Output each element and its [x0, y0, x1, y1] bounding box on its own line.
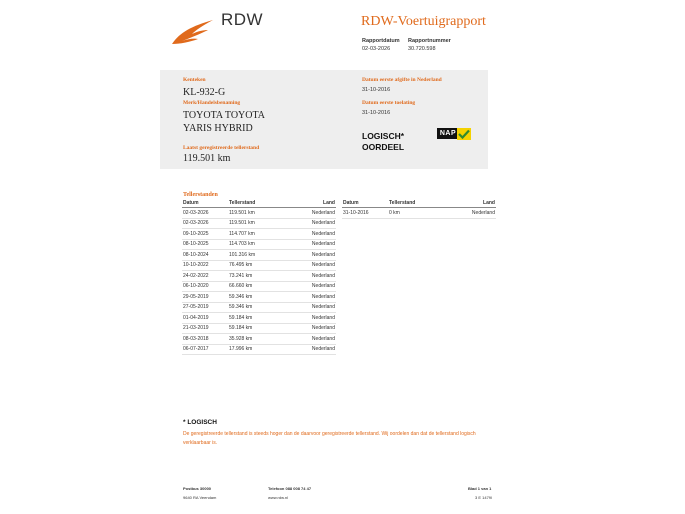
nap-badge-text: NAP: [437, 128, 459, 139]
table-row: [342, 208, 496, 219]
reading-cell: 114.703 km: [228, 239, 282, 250]
date-cell: 31-10-2016: [342, 208, 388, 219]
mileage-value: 119.501 km: [183, 153, 231, 164]
odometer-table-right: [342, 200, 496, 219]
make-label: Merk/Handelsbenaming: [183, 100, 241, 106]
country-cell: Nederland: [282, 208, 336, 219]
footer-phone: Telefoon 088 008 74 47: [268, 486, 312, 491]
nap-badge: [437, 128, 471, 141]
reading-cell: 0 km: [388, 208, 442, 219]
checkmark-icon: [457, 128, 471, 140]
report-number-label: Rapportnummer: [408, 38, 451, 44]
reading-cell: 73.241 km: [228, 271, 282, 282]
country-cell: Nederland: [282, 218, 336, 229]
reading-cell: 76.495 km: [228, 260, 282, 271]
col-date: Datum: [342, 200, 388, 208]
report-number: 30.720.598: [408, 46, 436, 52]
table-row: [182, 218, 336, 229]
country-cell: Nederland: [282, 344, 336, 355]
table-row: [182, 344, 336, 355]
country-cell: Nederland: [282, 250, 336, 261]
footer-web[interactable]: www.rdw.nl: [268, 495, 289, 500]
date-cell: 02-03-2026: [182, 218, 228, 229]
col-country: Land: [442, 200, 496, 208]
date-cell: 21-03-2019: [182, 323, 228, 334]
reading-cell: 114.707 km: [228, 229, 282, 240]
table-row: [182, 229, 336, 240]
rdw-flame-icon: [170, 18, 215, 46]
col-country: Land: [282, 200, 336, 208]
table-row: [182, 302, 336, 313]
first-issue-nl-value: 31-10-2016: [362, 87, 391, 93]
table-row: [182, 334, 336, 345]
brand-name: RDW: [221, 10, 264, 29]
report-date: 02-03-2026: [362, 46, 391, 52]
make-line1: TOYOTA TOYOTA: [183, 110, 266, 121]
date-cell: 01-04-2019: [182, 313, 228, 324]
footer-code: 3 E 1479l: [475, 495, 492, 500]
date-cell: 08-10-2024: [182, 250, 228, 261]
first-admission-label: Datum eerste toelating: [362, 100, 416, 106]
note-title: * LOGISCH: [183, 419, 217, 426]
table-row: [182, 313, 336, 324]
plate-value: KL-932-G: [183, 87, 226, 98]
footer-page: Blad 1 van 1: [468, 486, 492, 491]
reading-cell: 66.660 km: [228, 281, 282, 292]
date-cell: 29-05-2019: [182, 292, 228, 303]
table-row: [182, 292, 336, 303]
country-cell: Nederland: [282, 229, 336, 240]
table-row: [182, 208, 336, 219]
table-row: [182, 239, 336, 250]
odometer-table-left: [182, 200, 336, 355]
verdict-line1: LOGISCH*: [362, 131, 405, 141]
country-cell: Nederland: [282, 292, 336, 303]
reading-cell: 59.346 km: [228, 302, 282, 313]
reading-cell: 119.501 km: [228, 218, 282, 229]
mileage-label: Laatst geregistreerde tellerstand: [183, 145, 260, 151]
country-cell: Nederland: [282, 239, 336, 250]
verdict: [362, 131, 404, 153]
rdw-logo: [170, 18, 215, 46]
date-cell: 08-10-2025: [182, 239, 228, 250]
reading-cell: 119.501 km: [228, 208, 282, 219]
reading-cell: 35.928 km: [228, 334, 282, 345]
footer-postbus: Postbus 30000: [183, 486, 212, 491]
verdict-line2: OORDEEL: [362, 142, 405, 152]
note-text: De geregistreerde tellerstand is steeds hoger dan de daarvoor geregistreerde tellerstand. Wij oordelen dan dat de tellerstand logisch verklaarbaar is.: [183, 431, 476, 446]
country-cell: Nederland: [442, 208, 496, 219]
table-row: [182, 250, 336, 261]
odometer-title: Tellerstanden: [183, 192, 218, 198]
date-cell: 02-03-2026: [182, 208, 228, 219]
date-cell: 06-10-2020: [182, 281, 228, 292]
country-cell: Nederland: [282, 302, 336, 313]
country-cell: Nederland: [282, 313, 336, 324]
date-cell: 27-05-2019: [182, 302, 228, 313]
col-reading: Tellerstand: [388, 200, 442, 208]
reading-cell: 59.184 km: [228, 313, 282, 324]
country-cell: Nederland: [282, 323, 336, 334]
reading-cell: 59.184 km: [228, 323, 282, 334]
plate-label: Kenteken: [183, 77, 206, 83]
col-reading: Tellerstand: [228, 200, 282, 208]
footer-city: 9640 RA Veendam: [183, 495, 217, 500]
report-title: RDW-Voertuigrapport: [361, 14, 486, 29]
country-cell: Nederland: [282, 334, 336, 345]
col-date: Datum: [182, 200, 228, 208]
first-admission-value: 31-10-2016: [362, 110, 391, 116]
table-row: [182, 271, 336, 282]
date-cell: 10-10-2022: [182, 260, 228, 271]
country-cell: Nederland: [282, 260, 336, 271]
report-date-label: Rapportdatum: [362, 38, 400, 44]
date-cell: 24-02-2022: [182, 271, 228, 282]
date-cell: 08-03-2018: [182, 334, 228, 345]
country-cell: Nederland: [282, 271, 336, 282]
table-row: [182, 281, 336, 292]
date-cell: 09-10-2025: [182, 229, 228, 240]
reading-cell: 59.346 km: [228, 292, 282, 303]
table-row: [182, 323, 336, 334]
first-issue-nl-label: Datum eerste afgifte in Nederland: [362, 77, 442, 83]
date-cell: 06-07-2017: [182, 344, 228, 355]
make-line2: YARIS HYBRID: [183, 123, 253, 134]
reading-cell: 101.316 km: [228, 250, 282, 261]
table-row: [182, 260, 336, 271]
reading-cell: 17.996 km: [228, 344, 282, 355]
country-cell: Nederland: [282, 281, 336, 292]
